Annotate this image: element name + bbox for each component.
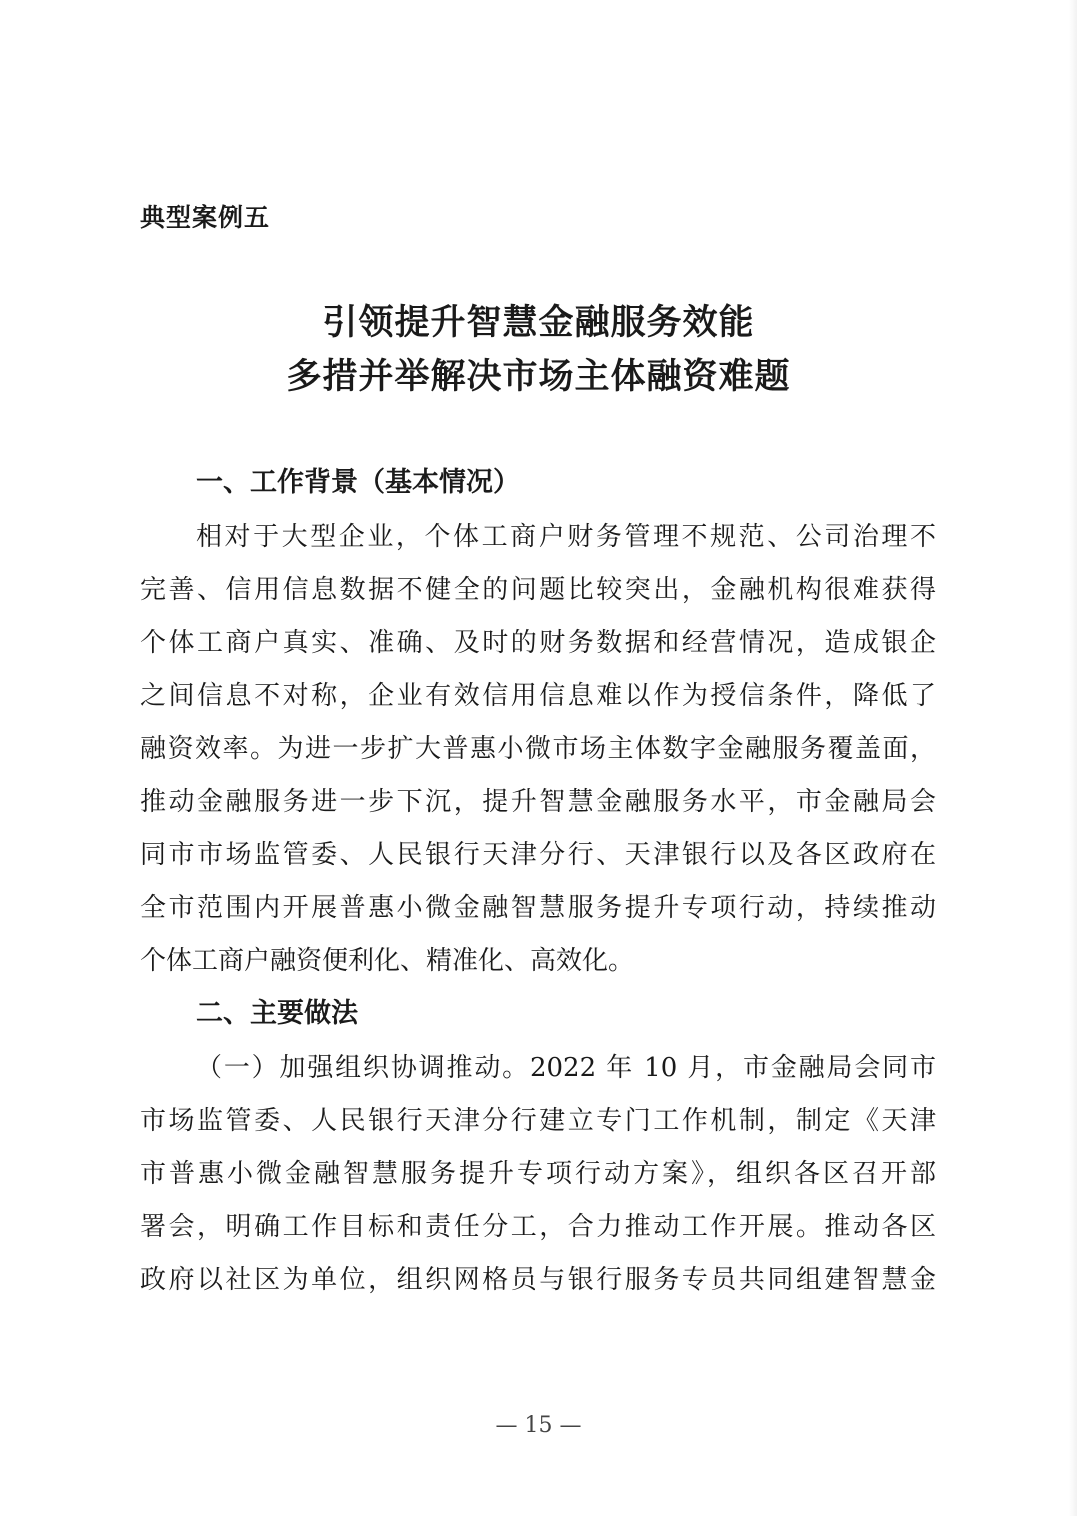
title-line-1: 引领提升智慧金融服务效能 xyxy=(322,303,755,343)
paragraph-line: 政府以社区为单位，组织网格员与银行服务专员共同组建智慧金 xyxy=(140,1265,936,1295)
paragraph-line: 推动金融服务进一步下沉，提升智慧金融服务水平，市金融局会 xyxy=(140,787,936,817)
paragraph-line: 市场监管委、人民银行天津分行建立专门工作机制，制定《天津 xyxy=(140,1106,936,1136)
paragraph-line: 同市市场监管委、人民银行天津分行、天津银行以及各区政府在 xyxy=(140,840,936,870)
paragraph-line: 个体工商户融资便利化、精准化、高效化。 xyxy=(140,946,635,976)
page-edge-shadow xyxy=(1069,0,1077,1516)
paragraph-line: 完善、信用信息数据不健全的问题比较突出，金融机构很难获得 xyxy=(140,575,936,605)
paragraph-line: 之间信息不对称，企业有效信用信息难以作为授信条件，降低了 xyxy=(140,681,936,711)
paragraph-line: 全市范围内开展普惠小微金融智慧服务提升专项行动，持续推动 xyxy=(140,893,936,923)
section-1-heading: 一、工作背景（基本情况） xyxy=(196,467,520,498)
paragraph-line: 署会，明确工作目标和责任分工，合力推动工作开展。推动各区 xyxy=(140,1212,936,1242)
paragraph-line: 市普惠小微金融智慧服务提升专项行动方案》，组织各区召开部 xyxy=(140,1159,936,1189)
section-2-heading: 二、主要做法 xyxy=(196,998,358,1029)
case-label: 典型案例五 xyxy=(140,203,271,232)
page-number: — 15 — xyxy=(495,1413,582,1438)
paragraph-line: 个体工商户真实、准确、及时的财务数据和经营情况，造成银企 xyxy=(140,628,936,658)
paragraph-line: 相对于大型企业，个体工商户财务管理不规范、公司治理不 xyxy=(196,522,936,552)
title-line-2: 多措并举解决市场主体融资难题 xyxy=(286,357,791,397)
paragraph-line: （一）加强组织协调推动。2022 年 10 月，市金融局会同市 xyxy=(196,1053,936,1083)
paragraph-line: 融资效率。为进一步扩大普惠小微市场主体数字金融服务覆盖面， xyxy=(140,734,936,764)
